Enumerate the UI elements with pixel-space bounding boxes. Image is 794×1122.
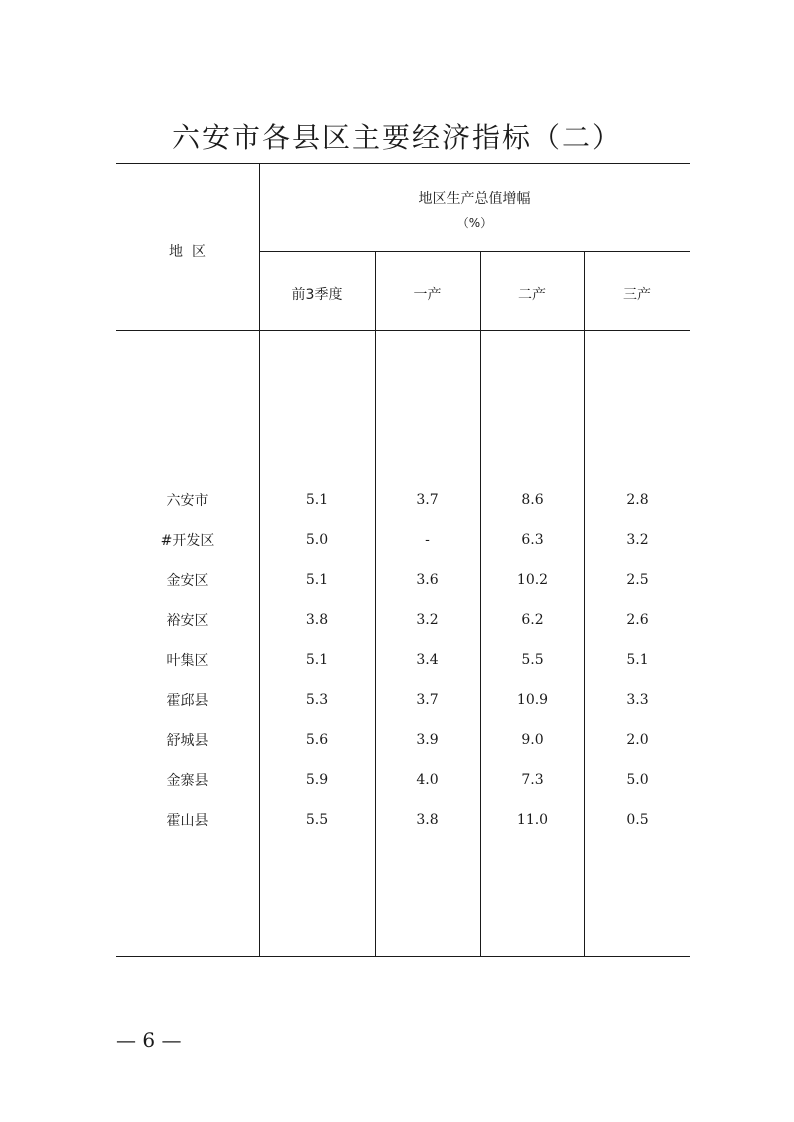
region-cell: 裕安区 <box>166 613 209 629</box>
value-cell: 5.6 <box>305 732 329 748</box>
header-bottom-rule <box>116 330 690 331</box>
table-row <box>116 560 690 600</box>
value-cell: 3.4 <box>416 652 439 668</box>
value-cell: 5.3 <box>305 692 329 708</box>
value-cell: 2.0 <box>626 732 649 748</box>
region-cell: #开发区 <box>160 533 215 549</box>
table-top-rule <box>116 163 690 164</box>
table-row <box>116 680 690 720</box>
value-cell: 5.5 <box>305 812 329 828</box>
value-cell: 5.1 <box>305 492 329 508</box>
value-cell: 3.7 <box>416 692 439 708</box>
value-cell: 3.7 <box>416 492 439 508</box>
value-cell: 3.9 <box>416 732 439 748</box>
value-cell: 2.8 <box>626 492 649 508</box>
value-cell: 11.0 <box>516 812 549 828</box>
table-row <box>116 600 690 640</box>
value-cell: 4.0 <box>416 772 439 788</box>
value-cell: 2.5 <box>626 572 649 588</box>
value-cell: 3.2 <box>416 612 439 628</box>
table-row <box>116 800 690 840</box>
value-cell: 7.3 <box>521 772 544 788</box>
column-header-ytd: 前3季度 <box>291 287 343 303</box>
table-bottom-rule <box>116 956 690 957</box>
value-cell: 3.3 <box>626 692 649 708</box>
page-number: — 6 — <box>116 1028 182 1052</box>
value-cell: 10.2 <box>516 572 549 588</box>
value-cell: 6.2 <box>521 612 544 628</box>
gdp-growth-header: 地区生产总值增幅 <box>418 191 531 207</box>
value-cell: 3.8 <box>305 612 329 628</box>
value-cell: 5.1 <box>305 572 329 588</box>
value-cell: 5.1 <box>305 652 329 668</box>
value-cell: - <box>425 532 430 548</box>
unit-label: （%） <box>456 216 493 230</box>
value-cell: 5.5 <box>521 652 544 668</box>
column-header-secondary: 二产 <box>518 287 546 303</box>
table-row <box>116 480 690 520</box>
value-cell: 9.0 <box>521 732 544 748</box>
region-cell: 金寨县 <box>166 773 209 789</box>
value-cell: 5.1 <box>626 652 649 668</box>
value-cell: 5.0 <box>305 532 329 548</box>
region-header: 地 区 <box>169 244 206 260</box>
region-cell: 六安市 <box>166 493 209 509</box>
region-cell: 叶集区 <box>166 653 209 669</box>
value-cell: 5.9 <box>305 772 329 788</box>
value-cell: 5.0 <box>626 772 649 788</box>
column-header-tertiary: 三产 <box>623 287 651 303</box>
region-cell: 霍邱县 <box>166 693 209 709</box>
value-cell: 0.5 <box>626 812 649 828</box>
value-cell: 3.2 <box>626 532 649 548</box>
table-row <box>116 760 690 800</box>
page-title: 六安市各县区主要经济指标（二） <box>171 121 622 154</box>
table-row <box>116 640 690 680</box>
value-cell: 2.6 <box>626 612 649 628</box>
value-cell: 10.9 <box>516 692 549 708</box>
region-cell: 金安区 <box>166 573 209 589</box>
region-cell: 霍山县 <box>166 813 209 829</box>
table-row <box>116 720 690 760</box>
table-row <box>116 520 690 560</box>
value-cell: 6.3 <box>521 532 544 548</box>
group-header-rule <box>259 251 690 252</box>
column-header-primary: 一产 <box>413 287 442 303</box>
table-body <box>116 480 690 840</box>
value-cell: 3.8 <box>416 812 439 828</box>
value-cell: 3.6 <box>416 572 439 588</box>
value-cell: 8.6 <box>521 492 544 508</box>
region-cell: 舒城县 <box>166 733 209 749</box>
